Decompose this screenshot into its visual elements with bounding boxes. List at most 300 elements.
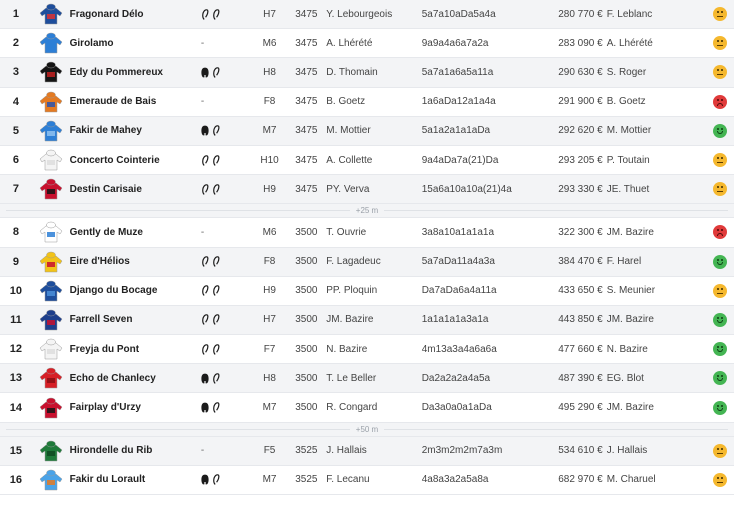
earnings: 280 770 € <box>558 8 603 20</box>
driver-name[interactable]: A. Collette <box>326 154 373 166</box>
sex-age: H7 <box>263 8 276 20</box>
shoe-open-icon <box>212 67 220 78</box>
jockey-silk <box>32 468 70 492</box>
face-mouth <box>717 103 723 106</box>
shoeing-info <box>197 445 253 456</box>
face-mouth <box>717 320 723 323</box>
jockey-silk-icon <box>38 397 64 419</box>
distance: 3500 <box>295 343 318 355</box>
jockey-silk <box>32 31 70 55</box>
smile-face-icon <box>713 255 727 269</box>
shoe-full-icon <box>201 67 209 78</box>
earnings: 682 970 € <box>558 474 603 486</box>
runner-number: 9 <box>12 255 19 268</box>
face-mouth <box>717 349 723 352</box>
shoeing-info <box>197 227 253 238</box>
runner-row[interactable] <box>0 437 734 466</box>
trainer-name[interactable]: A. Lhérété <box>606 37 653 49</box>
earnings: 293 205 € <box>558 154 603 166</box>
music-performance: 4a8a3a2a5a8a <box>421 474 489 486</box>
shoe-open-icon <box>212 9 220 20</box>
earnings: 322 300 € <box>558 226 603 238</box>
shoe-full-icon <box>201 402 209 413</box>
face-mouth <box>717 233 723 236</box>
face-eye <box>721 128 723 130</box>
form-indicator <box>706 444 734 458</box>
separator-line <box>6 210 350 211</box>
driver-name[interactable]: Y. Lebourgeois <box>326 8 393 20</box>
trainer-name[interactable]: S. Meunier <box>606 285 656 297</box>
earnings: 290 630 € <box>558 66 603 78</box>
horse-name[interactable]: Fairplay d'Urzy <box>69 402 141 414</box>
runner-number: 15 <box>9 444 23 457</box>
face-eye <box>721 346 723 348</box>
driver-name[interactable]: J. Hallais <box>326 445 367 457</box>
music-performance: 9a9a4a6a7a2a <box>421 37 489 49</box>
sex-age: H9 <box>263 285 276 297</box>
music-performance: 3a8a10a1a1a1a <box>421 226 495 238</box>
face-eye <box>717 375 719 377</box>
shoe-open-icon <box>212 184 220 195</box>
face-mouth <box>717 74 723 75</box>
horse-name[interactable]: Hirondelle du Rib <box>69 445 153 457</box>
shoe-open-icon <box>212 344 220 355</box>
face-eye <box>717 405 719 407</box>
runner-row[interactable] <box>0 277 734 306</box>
smile-face-icon <box>713 124 727 138</box>
horse-name[interactable]: Emeraude de Bais <box>69 96 157 108</box>
runner-number: 10 <box>9 284 23 297</box>
shoeing-info <box>197 96 253 107</box>
jockey-silk <box>32 439 70 463</box>
distance: 3525 <box>295 474 318 486</box>
runner-row[interactable] <box>0 146 734 175</box>
separator-line <box>6 429 350 430</box>
face-mouth <box>717 45 723 46</box>
sex-age: M7 <box>262 402 277 414</box>
form-indicator <box>706 153 734 167</box>
face-mouth <box>717 378 723 381</box>
runner-row[interactable] <box>0 335 734 364</box>
horse-name[interactable]: Fakir de Mahey <box>69 125 142 137</box>
jockey-silk <box>32 177 70 201</box>
sex-age: M6 <box>262 37 277 49</box>
jockey-silk-icon <box>38 251 64 273</box>
earnings: 283 090 € <box>558 37 603 49</box>
sex-age: M7 <box>262 474 277 486</box>
shoe-open-icon <box>212 373 220 384</box>
shoeing-info <box>197 9 253 20</box>
music-performance: 15a6a10a10a(21)4a <box>421 183 512 195</box>
driver-name[interactable]: A. Lhérété <box>326 37 373 49</box>
shoe-open-icon <box>212 474 220 485</box>
distance-handicap-separator <box>0 204 734 218</box>
driver-name[interactable]: T. Ouvrie <box>326 226 367 238</box>
earnings: 292 620 € <box>558 125 603 137</box>
trainer-name[interactable]: S. Roger <box>606 66 647 78</box>
runner-number: 5 <box>12 124 19 137</box>
separator-label: +25 m <box>355 206 379 216</box>
face-eye <box>721 229 723 231</box>
jockey-silk-icon <box>38 61 64 83</box>
sex-age: F5 <box>263 445 276 457</box>
distance: 3475 <box>295 154 318 166</box>
no-shoe-indicator: - <box>200 37 205 49</box>
runner-number: 7 <box>12 183 19 196</box>
face-eye <box>721 69 723 71</box>
face-eye <box>721 40 723 42</box>
horse-name[interactable]: Girolamo <box>69 37 114 49</box>
horse-name[interactable]: Eire d'Hélios <box>69 256 130 268</box>
form-indicator <box>706 124 734 138</box>
runner-number: 14 <box>9 401 23 414</box>
form-indicator <box>706 182 734 196</box>
shoe-open-icon <box>212 402 220 413</box>
sex-age: H8 <box>263 66 276 78</box>
shoeing-info <box>197 184 253 195</box>
horse-name[interactable]: Edy du Pommereux <box>69 66 163 78</box>
earnings: 443 850 € <box>558 314 603 326</box>
jockey-silk-icon <box>38 440 64 462</box>
runner-row[interactable] <box>0 88 734 117</box>
trainer-name[interactable]: JM. Bazire <box>606 402 654 414</box>
face-mouth <box>717 482 723 483</box>
form-indicator <box>706 95 734 109</box>
trainer-name[interactable]: P. Toutain <box>606 154 650 166</box>
shoe-open-icon <box>201 285 209 296</box>
horse-name[interactable]: Fragonard Délo <box>69 8 144 20</box>
earnings: 433 650 € <box>558 285 603 297</box>
music-performance: 5a7a1a6a5a11a <box>421 66 494 78</box>
shoe-full-icon <box>201 125 209 136</box>
driver-name[interactable]: N. Bazire <box>326 343 368 355</box>
shoeing-info <box>197 38 253 49</box>
face-eye <box>721 186 723 188</box>
earnings: 384 470 € <box>558 256 603 268</box>
no-shoe-indicator: - <box>200 445 205 457</box>
trainer-name[interactable]: N. Bazire <box>606 343 648 355</box>
music-performance: 2m3m2m2m7a3m <box>421 445 503 457</box>
face-eye <box>717 288 719 290</box>
earnings: 495 290 € <box>558 402 603 414</box>
face-eye <box>717 99 719 101</box>
horse-name[interactable]: Freyja du Pont <box>69 343 140 355</box>
distance: 3525 <box>295 445 318 457</box>
distance: 3500 <box>295 402 318 414</box>
music-performance: 1a1a1a1a3a1a <box>421 314 489 326</box>
music-performance: Da7aDa6a4a11a <box>421 285 497 297</box>
jockey-silk-icon <box>38 338 64 360</box>
face-eye <box>721 157 723 159</box>
neutral-face-icon <box>713 36 727 50</box>
jockey-silk-icon <box>38 280 64 302</box>
form-indicator <box>706 65 734 79</box>
shoeing-info <box>197 155 253 166</box>
form-indicator <box>706 342 734 356</box>
neutral-face-icon <box>713 7 727 21</box>
form-indicator <box>706 371 734 385</box>
driver-name[interactable]: F. Lagadeuc <box>326 256 381 268</box>
form-indicator <box>706 284 734 298</box>
face-mouth <box>717 16 723 17</box>
form-indicator <box>706 473 734 487</box>
face-mouth <box>717 131 723 134</box>
jockey-silk <box>32 148 70 172</box>
smile-face-icon <box>713 313 727 327</box>
face-eye <box>717 317 719 319</box>
shoeing-info <box>197 474 253 485</box>
distance: 3500 <box>295 372 318 384</box>
driver-name[interactable]: B. Goetz <box>326 96 366 108</box>
distance: 3500 <box>295 285 318 297</box>
face-mouth <box>717 191 723 192</box>
driver-name[interactable]: JM. Bazire <box>326 314 374 326</box>
form-indicator <box>706 401 734 415</box>
runner-row[interactable] <box>0 364 734 393</box>
earnings: 534 610 € <box>558 445 603 457</box>
sex-age: F8 <box>263 256 276 268</box>
face-eye <box>721 375 723 377</box>
shoe-open-icon <box>212 125 220 136</box>
distance: 3500 <box>295 314 318 326</box>
distance: 3475 <box>295 8 318 20</box>
jockey-silk <box>32 396 70 420</box>
separator-label: +50 m <box>355 424 379 434</box>
horse-name[interactable]: Farrell Seven <box>69 314 133 326</box>
jockey-silk <box>32 366 70 390</box>
shoe-open-icon <box>201 344 209 355</box>
jockey-silk-icon <box>38 367 64 389</box>
sex-age: H8 <box>263 372 276 384</box>
face-eye <box>717 448 719 450</box>
sad-face-icon <box>713 225 727 239</box>
runner-number: 2 <box>12 37 19 50</box>
smile-face-icon <box>713 401 727 415</box>
trainer-name[interactable]: JM. Bazire <box>606 226 654 238</box>
face-mouth <box>717 408 723 411</box>
no-shoe-indicator: - <box>200 226 205 238</box>
jockey-silk <box>32 60 70 84</box>
runner-row[interactable] <box>0 29 734 58</box>
runner-number: 16 <box>9 473 23 486</box>
shoe-open-icon <box>201 155 209 166</box>
shoeing-info <box>197 373 253 384</box>
shoe-open-icon <box>201 184 209 195</box>
horse-name[interactable]: Django du Bocage <box>69 285 158 297</box>
jockey-silk-icon <box>38 149 64 171</box>
shoe-open-icon <box>201 314 209 325</box>
neutral-face-icon <box>713 65 727 79</box>
sad-face-icon <box>713 95 727 109</box>
driver-name[interactable]: T. Le Beller <box>326 372 377 384</box>
shoeing-info <box>197 344 253 355</box>
driver-name[interactable]: F. Lecanu <box>326 474 370 486</box>
neutral-face-icon <box>713 182 727 196</box>
form-indicator <box>706 313 734 327</box>
form-indicator <box>706 255 734 269</box>
jockey-silk-icon <box>38 221 64 243</box>
face-eye <box>717 229 719 231</box>
earnings: 293 330 € <box>558 183 603 195</box>
trainer-name[interactable]: M. Mottier <box>606 125 652 137</box>
sex-age: M6 <box>262 226 277 238</box>
distance: 3500 <box>295 226 318 238</box>
trainer-name[interactable]: M. Charuel <box>606 474 656 486</box>
smile-face-icon <box>713 342 727 356</box>
horse-name[interactable]: Destin Carisaie <box>69 183 142 195</box>
shoe-open-icon <box>201 256 209 267</box>
face-eye <box>721 99 723 101</box>
driver-name[interactable]: R. Congard <box>326 402 378 414</box>
shoeing-info <box>197 402 253 413</box>
no-shoe-indicator: - <box>200 96 205 108</box>
neutral-face-icon <box>713 444 727 458</box>
jockey-silk-icon <box>38 32 64 54</box>
distance: 3475 <box>295 96 318 108</box>
music-performance: 5a7aDa11a4a3a <box>421 256 495 268</box>
sex-age: H7 <box>263 314 276 326</box>
earnings: 487 390 € <box>558 372 603 384</box>
runner-number: 4 <box>12 95 19 108</box>
runner-row[interactable] <box>0 117 734 146</box>
face-mouth <box>717 262 723 265</box>
trainer-name[interactable]: B. Goetz <box>606 96 646 108</box>
music-performance: 5a7a10aDa5a4a <box>421 8 496 20</box>
horse-name[interactable]: Concerto Cointerie <box>69 154 160 166</box>
face-mouth <box>717 453 723 454</box>
distance: 3475 <box>295 125 318 137</box>
sex-age: H10 <box>260 154 279 166</box>
face-eye <box>721 477 723 479</box>
face-eye <box>717 259 719 261</box>
shoe-open-icon <box>212 155 220 166</box>
jockey-silk-icon <box>38 178 64 200</box>
distance: 3500 <box>295 256 318 268</box>
jockey-silk <box>32 250 70 274</box>
runner-number: 1 <box>12 8 19 21</box>
sex-age: M7 <box>262 125 277 137</box>
face-eye <box>721 259 723 261</box>
shoe-full-icon <box>201 373 209 384</box>
face-eye <box>717 40 719 42</box>
driver-name[interactable]: PP. Ploquin <box>326 285 378 297</box>
jockey-silk <box>32 119 70 143</box>
face-mouth <box>717 293 723 294</box>
driver-name[interactable]: PY. Verva <box>326 183 370 195</box>
jockey-silk-icon <box>38 309 64 331</box>
shoeing-info <box>197 67 253 78</box>
jockey-silk-icon <box>38 91 64 113</box>
shoeing-info <box>197 285 253 296</box>
face-eye <box>721 317 723 319</box>
face-eye <box>717 128 719 130</box>
shoeing-info <box>197 314 253 325</box>
trainer-name[interactable]: J. Hallais <box>606 445 648 457</box>
face-eye <box>717 477 719 479</box>
distance: 3475 <box>295 37 318 49</box>
jockey-silk <box>32 337 70 361</box>
face-eye <box>721 11 723 13</box>
shoe-open-icon <box>201 9 209 20</box>
runner-row[interactable] <box>0 218 734 247</box>
face-eye <box>717 69 719 71</box>
runner-row[interactable] <box>0 306 734 335</box>
runner-row[interactable] <box>0 248 734 277</box>
jockey-silk-icon <box>38 3 64 25</box>
face-eye <box>717 157 719 159</box>
horse-name[interactable]: Fakir du Lorault <box>69 474 146 486</box>
jockey-silk <box>32 2 70 26</box>
jockey-silk <box>32 90 70 114</box>
runner-number: 8 <box>12 226 19 239</box>
music-performance: 1a6aDa12a1a4a <box>421 96 496 108</box>
face-eye <box>717 186 719 188</box>
trainer-name[interactable]: F. Leblanc <box>606 8 653 20</box>
neutral-face-icon <box>713 284 727 298</box>
music-performance: 4m13a3a4a6a6a <box>421 343 497 355</box>
trainer-name[interactable]: JM. Bazire <box>606 314 654 326</box>
music-performance: 5a1a2a1a1aDa <box>421 125 491 137</box>
music-performance: 9a4aDa7a(21)Da <box>421 154 499 166</box>
face-eye <box>721 288 723 290</box>
runner-row[interactable] <box>0 393 734 422</box>
face-eye <box>721 448 723 450</box>
separator-line <box>384 429 728 430</box>
jockey-silk-icon <box>38 120 64 142</box>
trainer-name[interactable]: EG. Blot <box>606 372 644 384</box>
neutral-face-icon <box>713 153 727 167</box>
horse-name[interactable]: Echo de Chanlecy <box>69 372 156 384</box>
distance: 3475 <box>295 66 318 78</box>
shoe-open-icon <box>212 314 220 325</box>
face-eye <box>717 11 719 13</box>
runner-row[interactable] <box>0 58 734 87</box>
music-performance: Da3a0a0a1aDa <box>421 402 492 414</box>
runner-row[interactable] <box>0 466 734 495</box>
shoeing-info <box>197 256 253 267</box>
horse-name[interactable]: Gently de Muze <box>69 226 143 238</box>
runner-number: 3 <box>12 66 19 79</box>
music-performance: Da2a2a2a4a5a <box>421 372 491 384</box>
distance-handicap-separator <box>0 423 734 437</box>
shoe-open-icon <box>212 256 220 267</box>
jockey-silk <box>32 220 70 244</box>
driver-name[interactable]: D. Thomain <box>326 66 378 78</box>
sex-age: H9 <box>263 183 276 195</box>
face-eye <box>721 405 723 407</box>
runner-number: 11 <box>10 313 22 326</box>
form-indicator <box>706 7 734 21</box>
earnings: 291 900 € <box>558 96 603 108</box>
shoeing-info <box>197 125 253 136</box>
runner-row[interactable] <box>0 0 734 29</box>
trainer-name[interactable]: F. Harel <box>606 256 642 268</box>
trainer-name[interactable]: JE. Thuet <box>606 183 650 195</box>
shoe-full-icon <box>201 474 209 485</box>
jockey-silk-icon <box>38 469 64 491</box>
sex-age: F7 <box>263 343 276 355</box>
smile-face-icon <box>713 371 727 385</box>
jockey-silk <box>32 279 70 303</box>
runner-number: 13 <box>9 372 23 385</box>
runner-number: 12 <box>9 343 23 356</box>
runner-row[interactable] <box>0 175 734 204</box>
face-eye <box>717 346 719 348</box>
separator-line <box>384 210 728 211</box>
jockey-silk <box>32 308 70 332</box>
runner-number: 6 <box>12 154 19 167</box>
driver-name[interactable]: M. Mottier <box>326 125 371 137</box>
